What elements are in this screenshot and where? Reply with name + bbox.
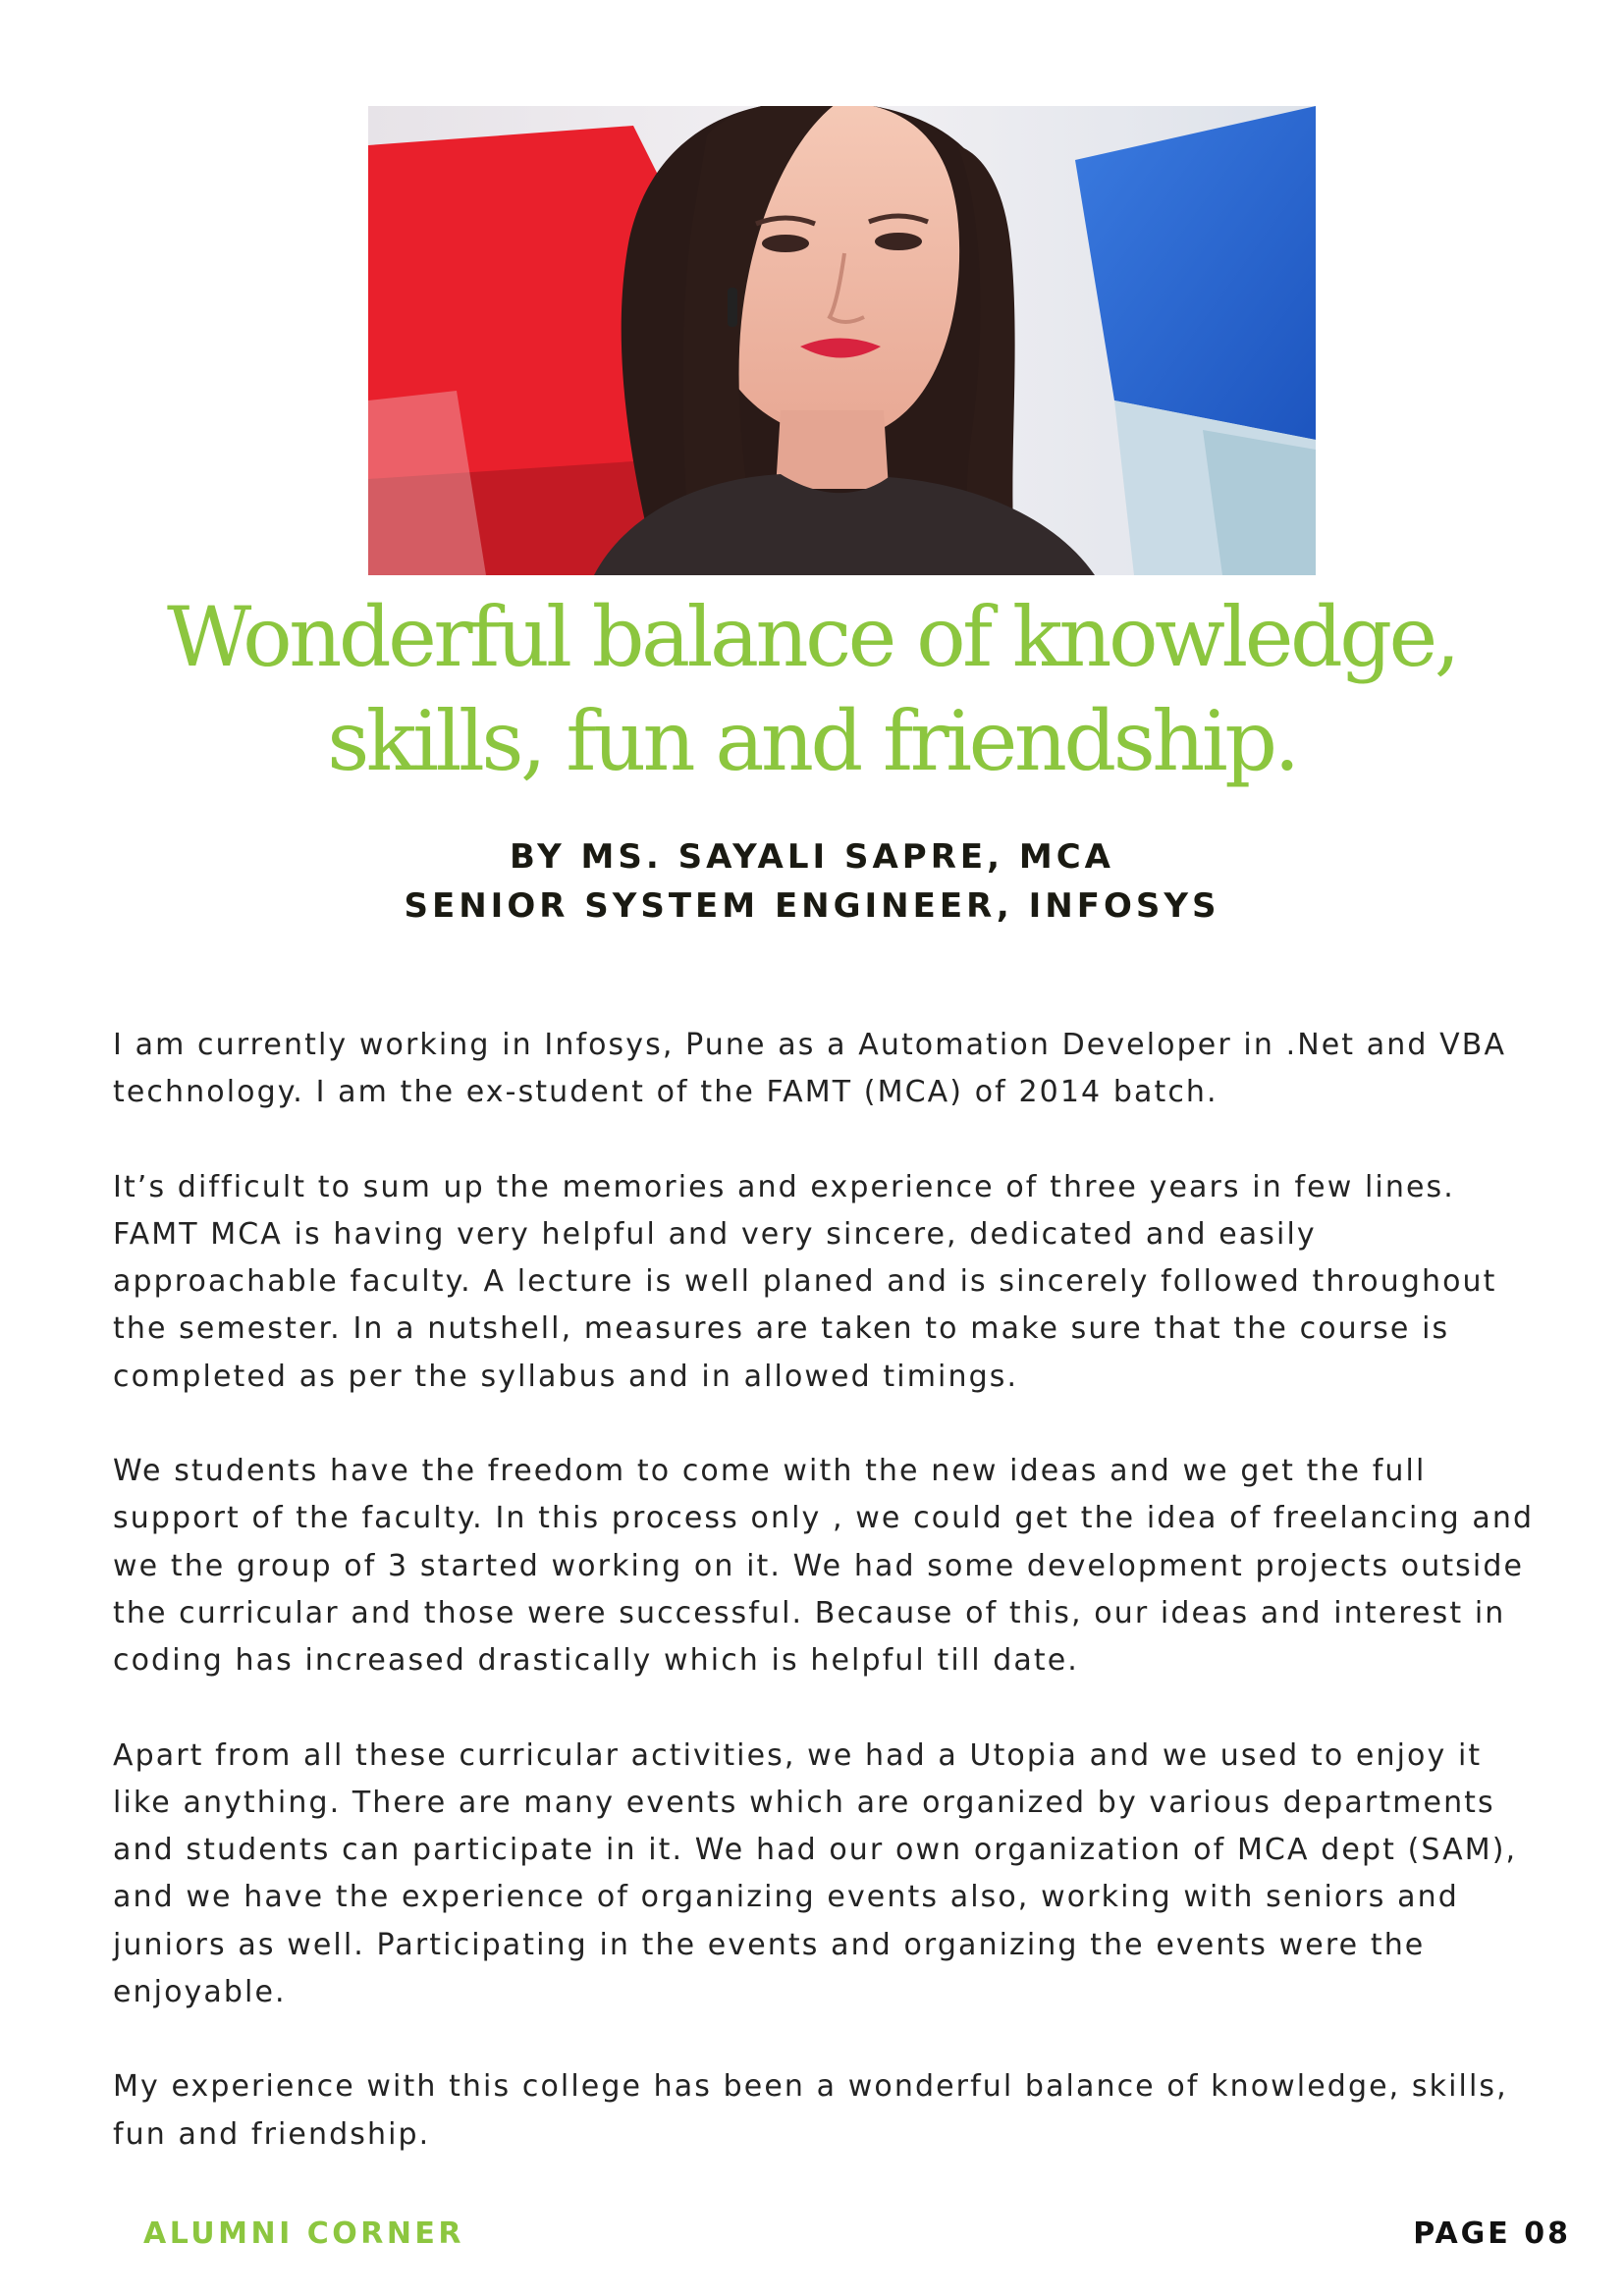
headline-line-1: Wonderful balance of knowledge,: [167, 589, 1457, 685]
paragraph-line: juniors as well. Participating in the events and organizing the events were the: [113, 1927, 1426, 1962]
paragraph: [113, 1164, 1556, 1401]
paragraph-line: like anything. There are many events which are organized by various departments: [113, 1785, 1495, 1820]
paragraph: [113, 1448, 1556, 1684]
paragraph-line: and students can participate in it. We had our own organization of MCA dept (SAM),: [113, 1833, 1518, 1868]
author-role: SENIOR SYSTEM ENGINEER, INFOSYS: [404, 886, 1220, 926]
paragraph-line: coding has increased drastically which is helpful till date.: [113, 1643, 1079, 1679]
page-number: PAGE 08: [1413, 2216, 1571, 2251]
paragraph-line: We students have the freedom to come with the new ideas and we get the full: [113, 1454, 1427, 1489]
article-body: [113, 1022, 1556, 2206]
paragraph-line: approachable faculty. A lecture is well planed and is sincerely followed throughout: [113, 1264, 1497, 1300]
paragraph-line: support of the faculty. In this process only , we could get the idea of freelancing and: [113, 1501, 1535, 1536]
paragraph: [113, 2063, 1556, 2159]
paragraph-line: My experience with this college has been a wonderful balance of knowledge, skills,: [113, 2069, 1508, 2105]
byline: [0, 832, 1624, 931]
paragraph-line: and we have the experience of organizing events also, working with seniors and: [113, 1880, 1459, 1915]
footer-section-label: ALUMNI CORNER: [143, 2216, 465, 2251]
paragraph-line: It’s difficult to sum up the memories and experience of three years in few lines.: [113, 1169, 1455, 1204]
paragraph-line: we the group of 3 started working on it. We had some development projects outside: [113, 1548, 1525, 1583]
paragraph: [113, 1022, 1556, 1117]
right-eye: [875, 233, 922, 250]
paragraph-line: technology. I am the ex-student of the FAMT (MCA) of 2014 batch.: [113, 1075, 1218, 1110]
paragraph-line: FAMT MCA is having very helpful and very sincere, dedicated and easily: [113, 1216, 1317, 1252]
paragraph: [113, 1733, 1556, 2017]
paragraph-line: I am currently working in Infosys, Pune as a Automation Developer in .Net and VBA: [113, 1028, 1507, 1062]
paragraph-line: enjoyable.: [113, 1975, 287, 2010]
article-headline: [0, 585, 1624, 793]
paragraph-line: fun and friendship.: [113, 2116, 431, 2152]
portrait-illustration: [368, 106, 1316, 575]
paragraph-line: Apart from all these curricular activities, we had a Utopia and we used to enjoy it: [113, 1737, 1483, 1773]
headline-line-2: skills, fun and friendship.: [327, 693, 1297, 789]
portrait-photo: [368, 106, 1316, 575]
paragraph-line: the semester. In a nutshell, measures are taken to make sure that the course is: [113, 1311, 1450, 1347]
paragraph-line: the curricular and those were successful. Because of this, our ideas and interest in: [113, 1595, 1506, 1630]
left-eye: [762, 235, 809, 252]
author-name: BY MS. SAYALI SAPRE, MCA: [510, 837, 1114, 877]
paragraph-line: completed as per the syllabus and in allowed timings.: [113, 1359, 1019, 1394]
